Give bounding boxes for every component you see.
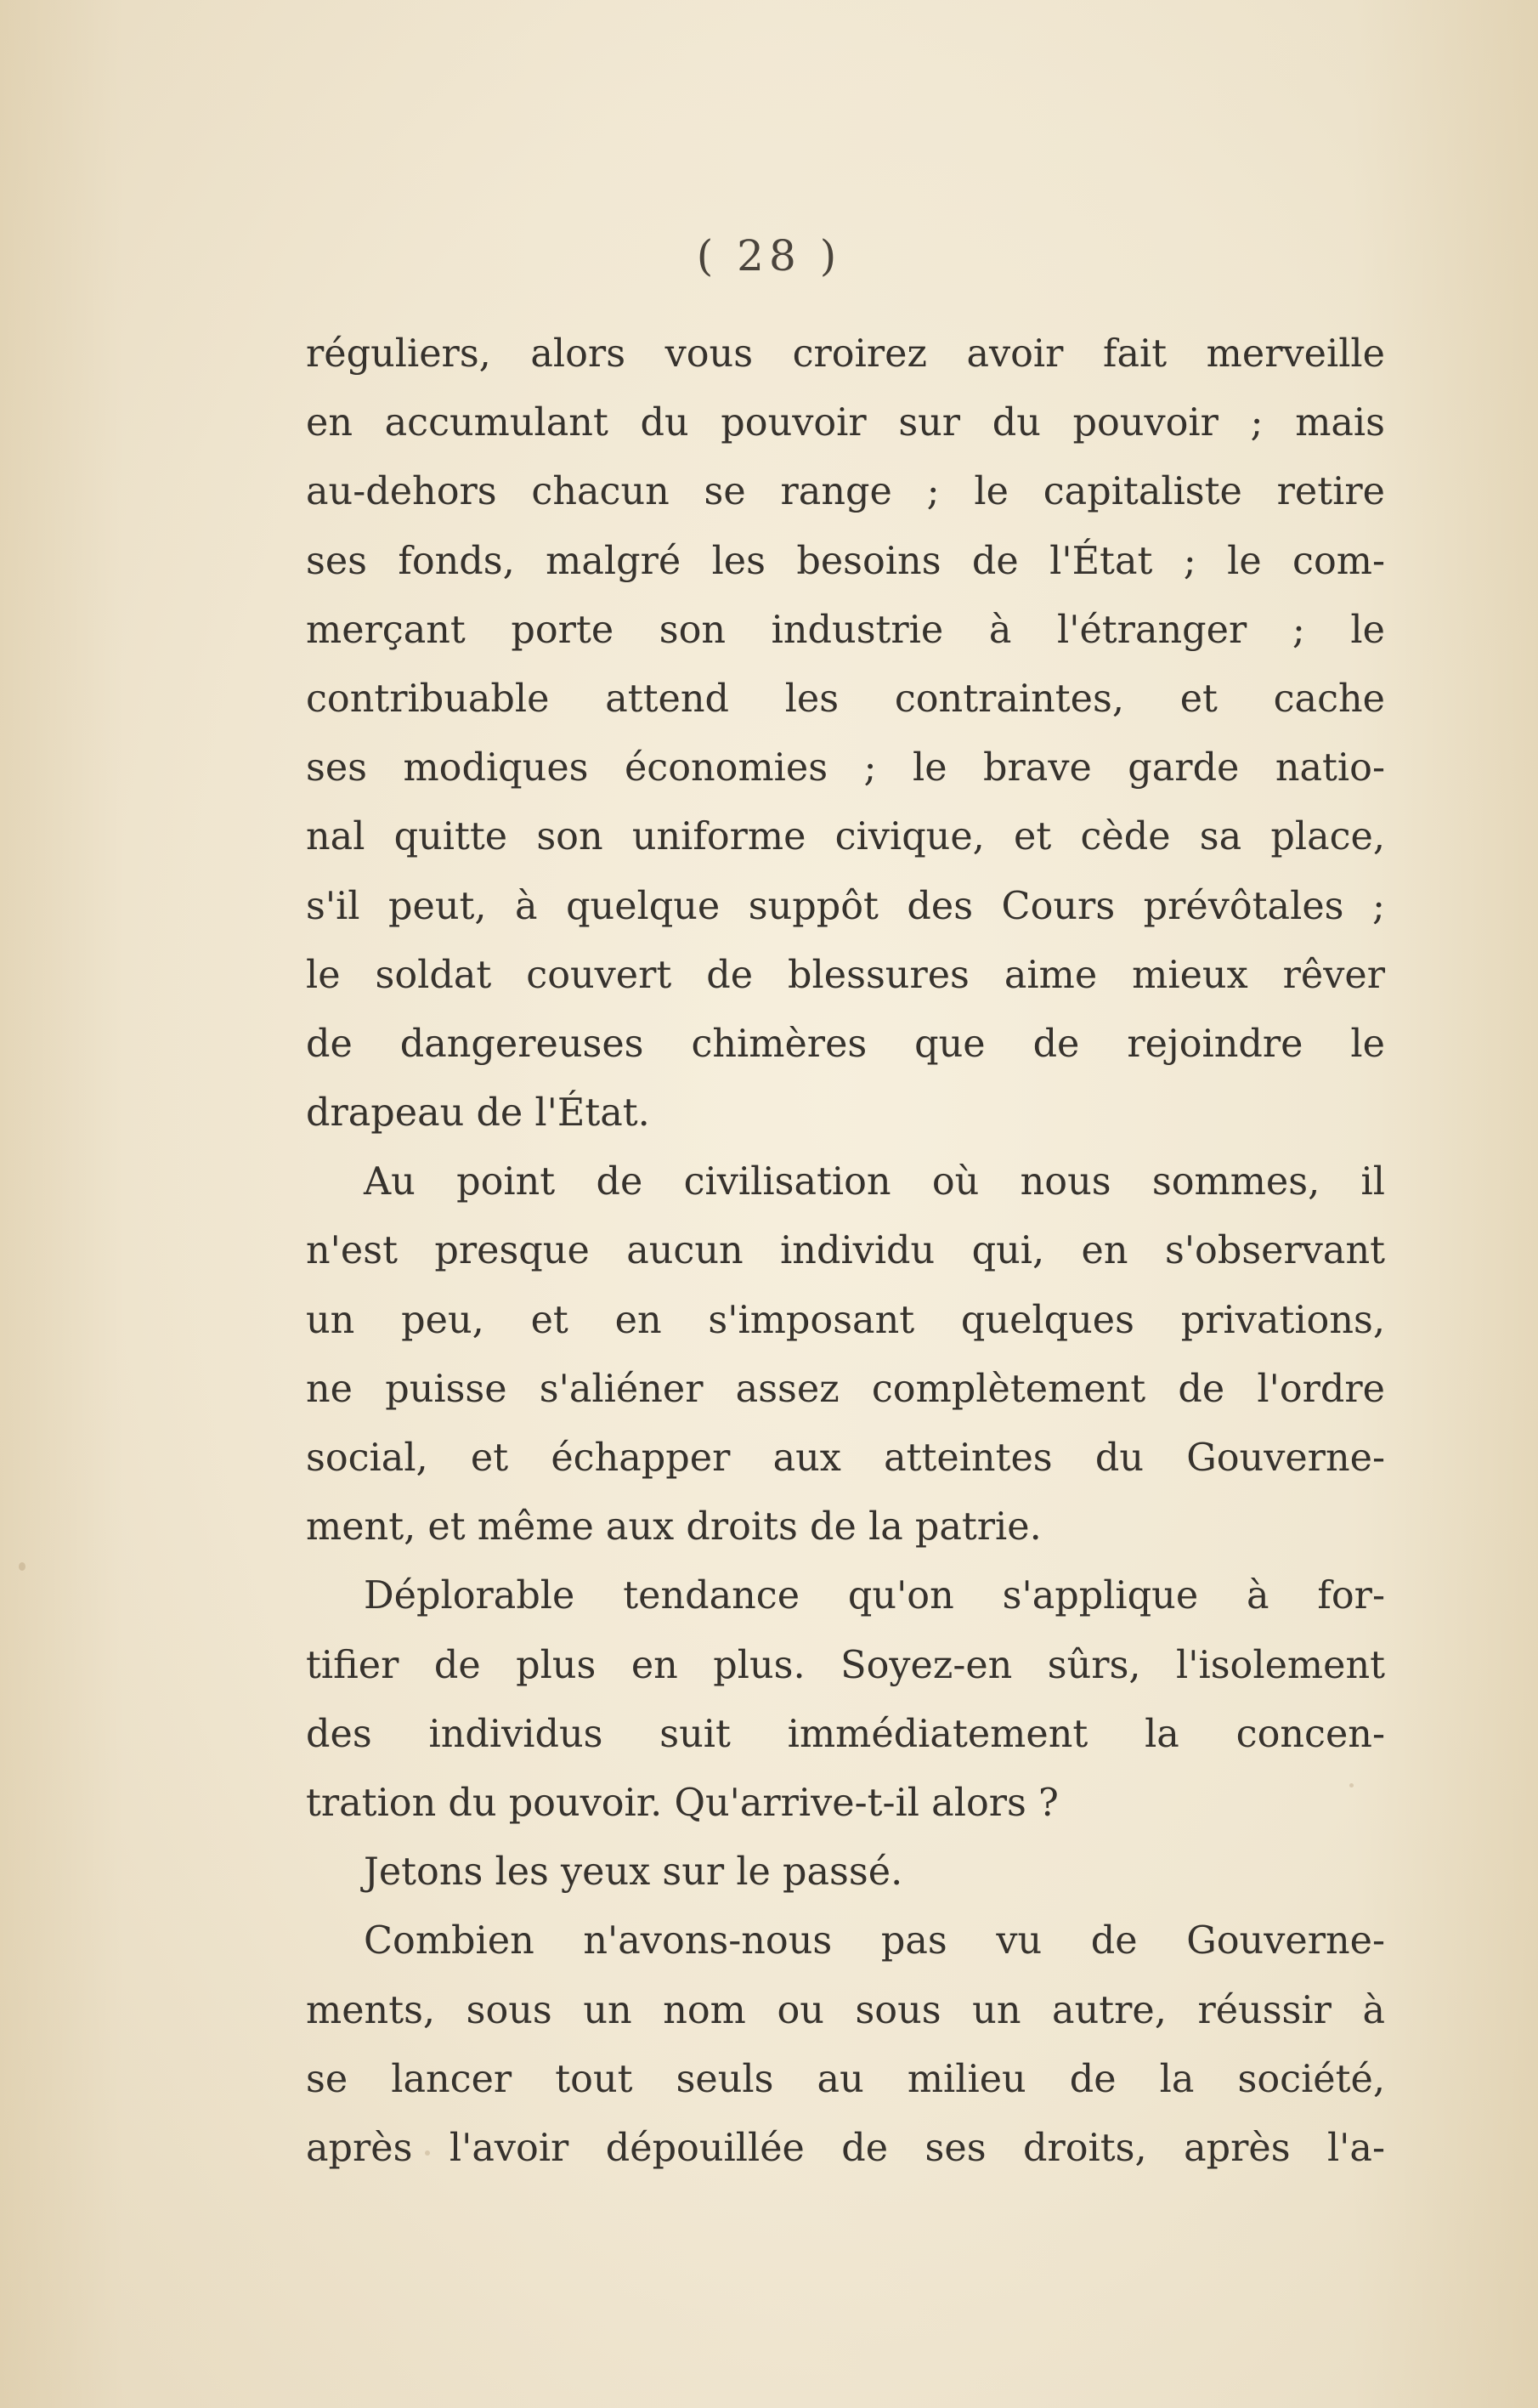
text-line: un peu, et en s'imposant quelques privations, xyxy=(306,1298,1385,1342)
text-line: de dangereuses chimères que de rejoindre le xyxy=(306,1022,1385,1066)
text-line: ses fonds, malgré les besoins de l'État ; le com- xyxy=(306,539,1385,583)
text-line: Au point de civilisation où nous sommes, il xyxy=(364,1160,1385,1204)
text-line: merçant porte son industrie à l'étranger ; le xyxy=(306,608,1385,652)
text-line: drapeau de l'État. xyxy=(306,1091,650,1136)
text-line: social, et échapper aux atteintes du Gouverne- xyxy=(306,1436,1385,1480)
text-line: se lancer tout seuls au milieu de la société, xyxy=(306,2057,1385,2101)
text-line: ses modiques économies ; le brave garde natio- xyxy=(306,746,1385,790)
text-line: tifier de plus en plus. Soyez-en sûrs, l'isolement xyxy=(306,1643,1385,1687)
text-line: s'il peut, à quelque suppôt des Cours prévôtales ; xyxy=(306,884,1385,928)
text-line: des individus suit immédiatement la concen- xyxy=(306,1712,1385,1756)
text-line: en accumulant du pouvoir sur du pouvoir ; mais xyxy=(306,401,1385,445)
text-line: tration du pouvoir. Qu'arrive-t-il alors ? xyxy=(306,1781,1059,1825)
text-line: ne puisse s'aliéner assez complètement de l'ordre xyxy=(306,1367,1385,1411)
text-line: réguliers, alors vous croirez avoir fait merveille xyxy=(306,332,1385,376)
text-line: ments, sous un nom ou sous un autre, réussir à xyxy=(306,1988,1385,2032)
body-text xyxy=(306,320,1385,2183)
text-line: n'est presque aucun individu qui, en s'observant xyxy=(306,1229,1385,1273)
text-line: ment, et même aux droits de la patrie. xyxy=(306,1505,1042,1550)
text-line: après l'avoir dépouillée de ses droits, après l'a- xyxy=(306,2126,1385,2170)
text-line: nal quitte son uniforme civique, et cède sa place, xyxy=(306,815,1385,859)
paper-stain xyxy=(19,1562,25,1571)
text-line: Combien n'avons-nous pas vu de Gouverne- xyxy=(364,1919,1385,1963)
text-line: le soldat couvert de blessures aime mieux rêver xyxy=(306,953,1385,997)
text-line: au-dehors chacun se range ; le capitaliste retire xyxy=(306,470,1385,514)
text-line: contribuable attend les contraintes, et cache xyxy=(306,677,1385,721)
text-line: Jetons les yeux sur le passé. xyxy=(364,1850,903,1895)
page-number: ( 28 ) xyxy=(696,231,842,280)
text-line: Déplorable tendance qu'on s'applique à for- xyxy=(364,1574,1385,1618)
